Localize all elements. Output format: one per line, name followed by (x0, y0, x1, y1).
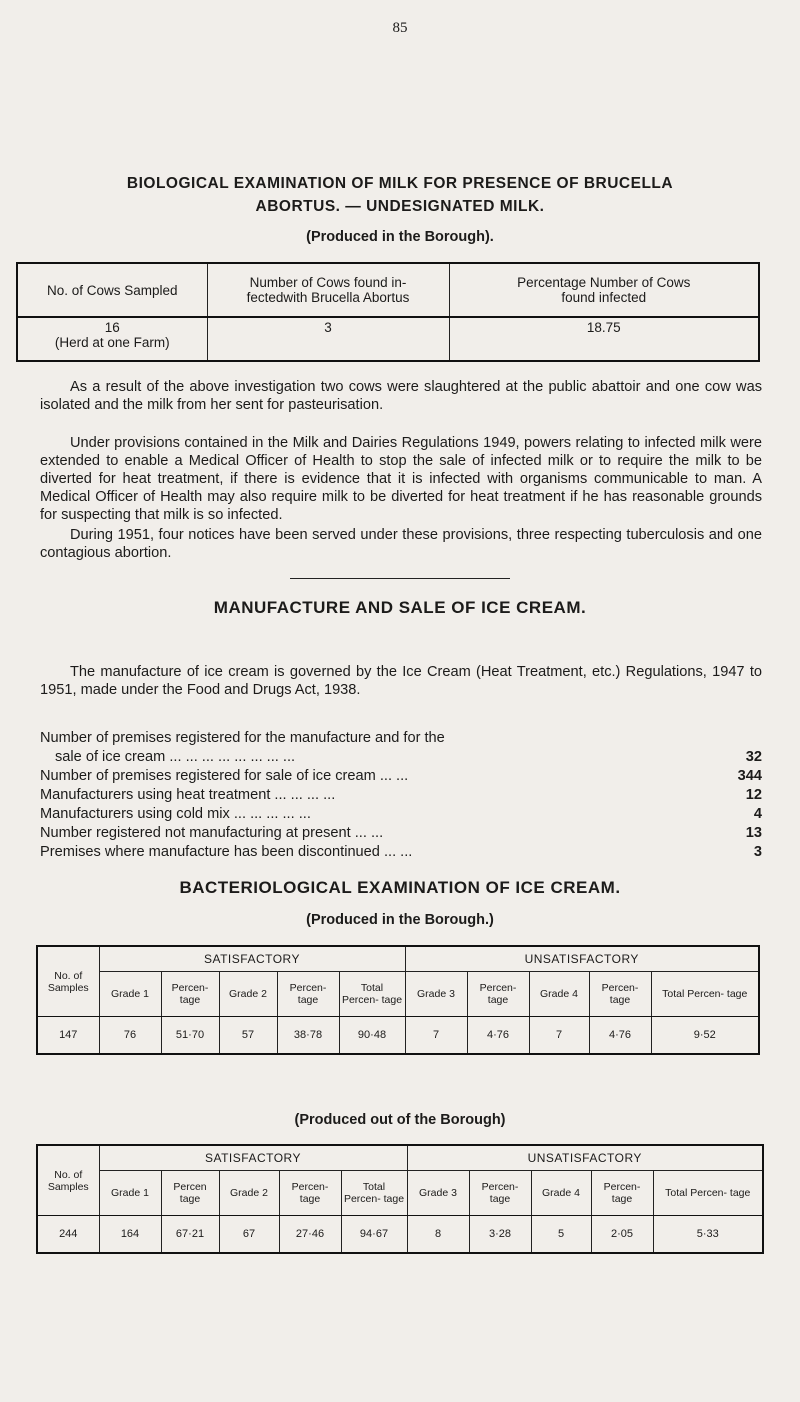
ice-cream-statistics (40, 729, 762, 862)
col-header: Grade 4 (529, 972, 589, 1017)
caption-out-of-borough: (Produced out of the Borough) (294, 1112, 506, 1128)
header-percentage-infected: Percentage Number of Cows found infected (449, 263, 759, 317)
cell-percentage-infected: 18.75 (449, 317, 759, 361)
col-header: Grade 4 (531, 1171, 591, 1216)
header-cows-sampled: No. of Cows Sampled (17, 263, 207, 317)
cell: 2·05 (591, 1216, 653, 1254)
paragraph-slaughter: As a result of the above investigation two cows were slaughtered at the public abattoir and one cow was isolated and the milk from her sent for pasteurisation. (40, 379, 762, 413)
ice-cream-intro: The manufacture of ice cream is governed by the Ice Cream (Heat Treatment, etc.) Regulations, 1947 to 1951, made under the Food and Drugs Act, 1938. (40, 664, 762, 698)
paragraph-regulations: Under provisions contained in the Milk and Dairies Regulations 1949, powers relating to infected milk were extended to enable a Medical Officer of Health to stop the sale of infected milk or to require the milk to be diverted for heat treatment, if there is evidence that it is infected with organisms communicable to man. A Medical Officer of Health may also require milk to be diverted for heat treatment if he has reasonable grounds for suspecting that milk is so infected. (40, 435, 762, 523)
page-title (40, 172, 760, 218)
header-unsatisfactory: UNSATISFACTORY (405, 946, 759, 972)
stat-row: Number of premises registered for sale of ice cream ... ... 344 (40, 768, 762, 784)
cell: 5·33 (653, 1216, 763, 1254)
col-header: Percen- tage (277, 972, 339, 1017)
group-header-row (37, 1145, 763, 1171)
title-line-2: ABORTUS. — UNDESIGNATED MILK. (255, 198, 545, 215)
bacteriological-heading: BACTERIOLOGICAL EXAMINATION OF ICE CREAM. (179, 878, 621, 897)
cell: 3·28 (469, 1216, 531, 1254)
stat-row: Premises where manufacture has been discontinued ... ... 3 (40, 844, 762, 860)
stat-row: Manufacturers using cold mix ... ... ... ... ... 4 (40, 806, 762, 822)
cell-cows-sampled (17, 317, 207, 361)
caption-in-borough: (Produced in the Borough.) (306, 912, 494, 928)
cell: 38·78 (277, 1017, 339, 1055)
data-row-in-borough (37, 1017, 759, 1055)
group-header-row (37, 946, 759, 972)
brucella-data-row (17, 317, 759, 361)
header-samples: No. of Samples (37, 1145, 99, 1216)
cell: 51·70 (161, 1017, 219, 1055)
col-header: Percen- tage (279, 1171, 341, 1216)
col-header: Grade 2 (219, 972, 277, 1017)
title-line-1: BIOLOGICAL EXAMINATION OF MILK FOR PRESENCE OF BRUCELLA (126, 175, 674, 192)
col-header: Total Percen- tage (341, 1171, 407, 1216)
col-header: Percen- tage (589, 972, 651, 1017)
header-satisfactory: SATISFACTORY (99, 1145, 407, 1171)
col-header: Total Percen- tage (653, 1171, 763, 1216)
column-header-row (37, 972, 759, 1017)
cell: 27·46 (279, 1216, 341, 1254)
cell: 4·76 (467, 1017, 529, 1055)
col-header: Grade 1 (99, 1171, 161, 1216)
data-row-out-of-borough (37, 1216, 763, 1254)
cell: 90·48 (339, 1017, 405, 1055)
col-header: Percen- tage (591, 1171, 653, 1216)
col-header: Percen- tage (161, 972, 219, 1017)
cell: 7 (405, 1017, 467, 1055)
paragraph-notices: During 1951, four notices have been served under these provisions, three respecting tuberculosis and one contagious abortion. (40, 527, 762, 561)
subtitle-produced-in-borough: (Produced in the Borough). (306, 229, 494, 245)
cell: 5 (531, 1216, 591, 1254)
stat-row: Number registered not manufacturing at present ... ... 13 (40, 825, 762, 841)
cell: 94·67 (341, 1216, 407, 1254)
header-unsatisfactory: UNSATISFACTORY (407, 1145, 763, 1171)
col-header: Grade 3 (405, 972, 467, 1017)
cell: 147 (37, 1017, 99, 1055)
cows-sampled-value: 16 (104, 320, 120, 335)
grade-table-in-borough (36, 945, 760, 1055)
divider (290, 578, 510, 579)
cell: 67·21 (161, 1216, 219, 1254)
column-header-row (37, 1171, 763, 1216)
col-header: Grade 2 (219, 1171, 279, 1216)
cell: 76 (99, 1017, 161, 1055)
header-satisfactory: SATISFACTORY (99, 946, 405, 972)
page-number: 85 (392, 20, 408, 36)
col-header: Percen- tage (467, 972, 529, 1017)
cell: 164 (99, 1216, 161, 1254)
cell: 4·76 (589, 1017, 651, 1055)
ice-cream-heading: MANUFACTURE AND SALE OF ICE CREAM. (213, 598, 587, 617)
brucella-table (16, 262, 760, 362)
cell: 7 (529, 1017, 589, 1055)
stat-row: sale of ice cream ... ... ... ... ... ... ... ... 32 (55, 749, 762, 765)
herd-note: (Herd at one Farm) (54, 335, 170, 350)
col-header: Total Percen- tage (339, 972, 405, 1017)
cell-cows-infected: 3 (207, 317, 449, 361)
stat-row: Number of premises registered for the manufacture and for the (40, 730, 445, 746)
header-samples: No. of Samples (37, 946, 99, 1017)
cell: 9·52 (651, 1017, 759, 1055)
brucella-header-row (17, 263, 759, 317)
cell: 57 (219, 1017, 277, 1055)
header-cows-infected: Number of Cows found in-fectedwith Brucella Abortus (207, 263, 449, 317)
grade-table-out-of-borough (36, 1144, 764, 1254)
col-header: Percen- tage (469, 1171, 531, 1216)
col-header: Percen tage (161, 1171, 219, 1216)
cell: 244 (37, 1216, 99, 1254)
cell: 67 (219, 1216, 279, 1254)
col-header: Grade 3 (407, 1171, 469, 1216)
cell: 8 (407, 1216, 469, 1254)
stat-row: Manufacturers using heat treatment ... ... ... ... 12 (40, 787, 762, 803)
col-header: Total Percen- tage (651, 972, 759, 1017)
col-header: Grade 1 (99, 972, 161, 1017)
